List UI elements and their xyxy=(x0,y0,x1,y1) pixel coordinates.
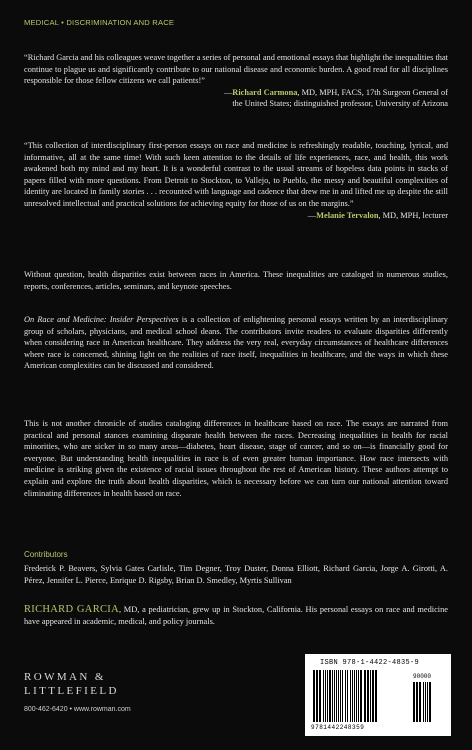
barcode-bar xyxy=(350,670,351,722)
contributors-heading: Contributors xyxy=(24,550,68,559)
price-code: 90000 xyxy=(413,673,432,680)
description-paragraph-3: This is not another chronicle of studies cataloging differences in healthcare based on race. The essays are narrated from practical and personal stances examining disparate health between the races. Decreasing inequalities in health for racial minorities, who are sicker in so many areas—diabetes, heart disease, stage of cancer, and so on—is financially good for everyone. But understanding health inequalities in race is of even greater human importance. How race intersects with medicine is striking given the existence of racial issues throughout the rest of American history. These authors attempt to explain and explore the truth about health disparities, which is necessary before we can turn our national attention toward eliminating differences in health based on race. xyxy=(24,419,448,498)
endorsement-tervalon-attribution: —Melanie Tervalon, MD, MPH, lecturer xyxy=(307,210,448,220)
endorser-name: Melanie Tervalon xyxy=(316,210,379,220)
price-bar xyxy=(425,682,426,722)
barcode-bar xyxy=(332,670,333,722)
barcode-bar xyxy=(340,670,341,722)
description-paragraph-1: Without question, health disparities exist between races in America. These inequalities are cataloged in numerous studies, reports, conferences, articles, seminars, and keynote speeches. xyxy=(24,270,448,291)
barcode-bar xyxy=(375,670,377,722)
barcode-bar xyxy=(356,670,357,722)
barcode-bar xyxy=(358,670,359,722)
barcode-bar xyxy=(336,670,337,722)
barcode-bar xyxy=(327,670,328,722)
barcode-bar xyxy=(338,670,339,722)
barcode-bar xyxy=(319,670,321,722)
price-bar xyxy=(427,682,428,722)
publisher-contact: 800-462-6420 • www.rowman.com xyxy=(24,706,131,713)
barcode-bar xyxy=(345,670,346,722)
barcode-bar xyxy=(360,670,362,722)
barcode-bar xyxy=(342,670,343,722)
barcode-bar xyxy=(372,670,374,722)
category-label: MEDICAL • DISCRIMINATION AND RACE xyxy=(24,18,175,27)
endorsement-tervalon xyxy=(24,140,448,221)
barcode-digits: 9781442248359 xyxy=(311,724,365,731)
barcode-bar xyxy=(352,670,353,722)
author-name: RICHARD GARCIA xyxy=(24,604,119,615)
barcode xyxy=(305,654,451,736)
barcode-bar xyxy=(329,670,331,722)
publisher-logo-line1: ROWMAN & xyxy=(24,671,106,683)
endorsement-tervalon-text: “This collection of interdisciplinary first-person essays on race and medicine is refreshingly readable, touching, lyrical, and informative, all at the same time! With such keen attention to the details of life experiences, race, and health, this work awakened both my mind and my heart. It is a wonderful contrast to the usual streams of hopeless data points in stacks of papers filled with more questions. From Detroit to Stockton, to Vallejo, to Pueblo, the messy and beautiful complexities of identity are located in family stories . . . recounted with language and cadence that drew me in and lifted me up despite the still unresolved intellectual and practical solutions for achieving equity for those of us on the margins.” xyxy=(24,141,448,208)
endorsement-carmona xyxy=(24,52,448,110)
barcode-bar xyxy=(316,670,318,722)
isbn-label: ISBN 978-1-4422-4835-9 xyxy=(320,659,420,667)
endorsement-carmona-text: “Richard Garcia and his colleagues weave together a series of personal and emotional essays that highlight the inequalities that continue to plague us and significantly contribute to our national disease and economic burden. A good read for all disciplines responsible for those fellow citizens we call patients!” xyxy=(24,53,448,86)
endorser-name: Richard Carmona xyxy=(232,87,298,97)
price-bar xyxy=(423,682,424,722)
barcode-bar xyxy=(323,670,324,722)
barcode-bar xyxy=(370,670,371,722)
barcode-bar xyxy=(354,670,355,722)
barcode-bar xyxy=(313,670,315,722)
description-paragraph-2: On Race and Medicine: Insider Perspectives is a collection of enlightening personal essays written by an interdisciplinary group of scholars, physicians, and medical school deans. The contributors invite readers to evaluate disparities differently when considering race in American healthcare. They address the very real, everyday circumstances of healthcare differences where race is concerned, shining light on the realities of race itself, inequalities in healthcare, and the ways in which these American complexities can be discussed and considered. xyxy=(24,315,448,371)
publisher-logo-line2: LITTLEFIELD xyxy=(24,685,119,697)
book-title: On Race and Medicine: Insider Perspectives xyxy=(24,315,179,324)
barcode-bar xyxy=(334,670,335,722)
barcode-bar xyxy=(325,670,326,722)
price-bar xyxy=(416,682,418,722)
barcode-bar xyxy=(347,670,348,722)
author-bio: RICHARD GARCIA, MD, a pediatrician, grew up in Stockton, California. His personal essays on race and medicine have appeared in academic, medical, and policy journals. xyxy=(24,604,448,626)
price-bar xyxy=(419,682,421,722)
contributors-list: Frederick P. Beavers, Sylvia Gates Carlisle, Tim Degner, Troy Duster, Donna Elliott, Richard Garcia, Jorge A. Girotti, A. Pérez, Jennifer L. Pierce, Enrique D. Rigsby, Brian D. Smedley, Myrtis Sullivan xyxy=(24,564,448,585)
price-bar xyxy=(429,682,431,722)
barcode-bar xyxy=(367,670,369,722)
endorsement-carmona-attribution: —Richard Carmona, MD, MPH, FACS, 17th Surgeon General of the United States; distinguished professor, University of Arizona xyxy=(223,87,448,109)
barcode-bar xyxy=(364,670,366,722)
price-bar xyxy=(413,682,415,722)
